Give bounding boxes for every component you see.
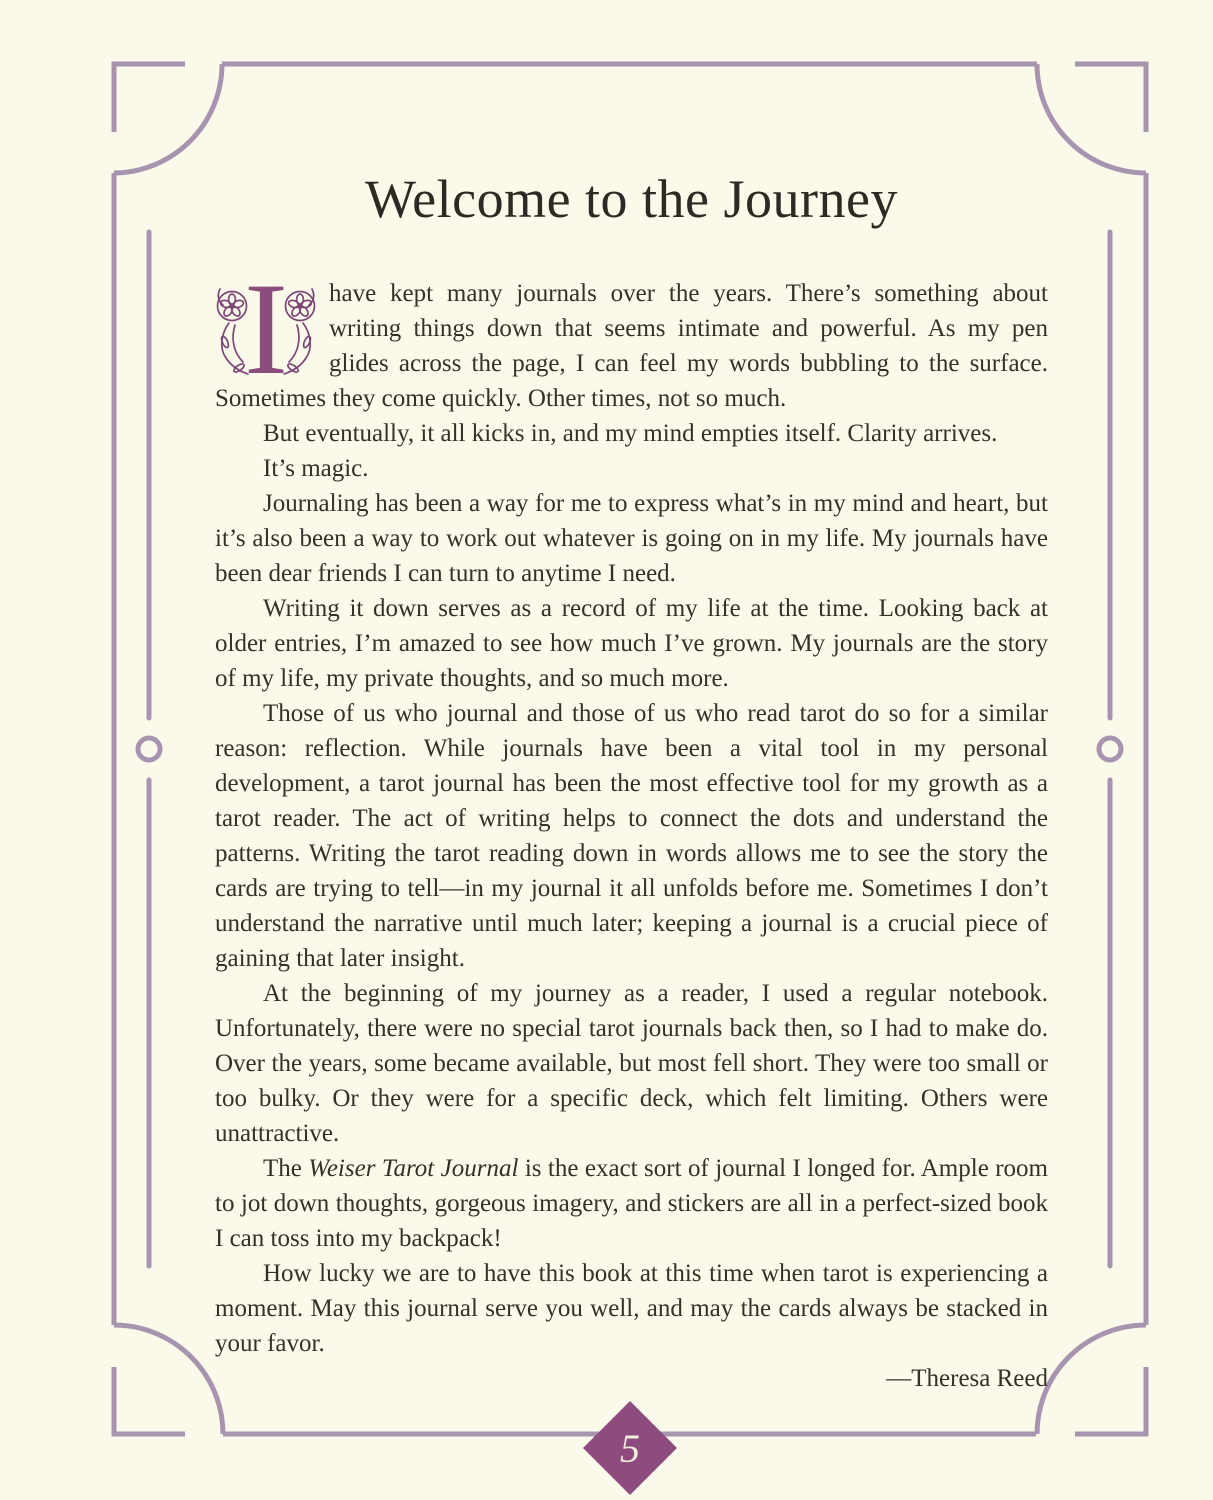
ring-ornament-right — [1099, 738, 1121, 760]
paragraph-with-book-title — [215, 1151, 1048, 1256]
ring-ornament-left — [138, 738, 160, 760]
paragraph: At the beginning of my journey as a reader, I used a regular notebook. Unfortunately, there were no special tarot journals back then, so I had to make do. Over the years, some became available, but most fell short. They were too small or too bulky. Or they were for a specific deck, which felt limiting. Others were unattractive. — [215, 980, 1048, 1147]
paragraph-text: have kept many journals over the years. There’s something about writing things down that seems intimate and powerful. As my pen glides across the page, I can feel my words bubbling to the surface. Sometimes they come quickly. Other times, not so much. — [215, 280, 1048, 412]
corner-bracket-bottom-left — [114, 1367, 185, 1434]
corner-curve-bottom-right — [1037, 1325, 1146, 1434]
book-title-italic: Weiser Tarot Journal — [308, 1155, 519, 1182]
page-title: Welcome to the Journey — [365, 169, 898, 229]
paragraph: Writing it down serves as a record of my life at the time. Looking back at older entries, I’m amazed to see how much I’ve grown. My journals are the story of my life, my private thoughts, and so much more. — [215, 595, 1048, 692]
drop-cap-letter: I — [244, 255, 288, 402]
paragraph: How lucky we are to have this book at this time when tarot is experiencing a moment. May this journal serve you well, and may the cards always be stacked in your favor. — [215, 1260, 1048, 1357]
paragraph: It’s magic. — [263, 455, 369, 482]
corner-bracket-bottom-right — [1075, 1367, 1146, 1434]
corner-bracket-top-left — [114, 64, 185, 132]
paragraph: Those of us who journal and those of us who read tarot do so for a similar reason: reflection. While journals have been a vital tool in my personal development, a tarot journal has been the most effective tool for my growth as a tarot reader. The act of writing helps to connect the dots and understand the patterns. Writing the tarot reading down in words allows me to see the story the cards are trying to tell—in my journal it all unfolds before me. Sometimes I don’t understand the narrative until much later; keeping a journal is a crucial piece of gaining that later insight. — [215, 700, 1048, 972]
paragraph: But eventually, it all kicks in, and my mind empties itself. Clarity arrives. — [263, 420, 998, 447]
corner-curve-bottom-left — [114, 1325, 223, 1434]
paragraph-text: The — [263, 1155, 309, 1182]
corner-curve-top-right — [1037, 64, 1146, 173]
paragraph-intro — [215, 255, 1048, 416]
page-number: 5 — [620, 1425, 640, 1471]
corner-curve-top-left — [114, 64, 222, 173]
paragraph-text: is the exact sort of journal I longed for. Ample room to jot down thoughts, gorgeous imagery, and stickers are all in a perfect-sized book I can toss into my backpack! — [215, 1155, 1048, 1252]
floral-drop-cap-ornament — [215, 255, 317, 402]
article-body — [215, 255, 1048, 1396]
corner-bracket-top-right — [1075, 64, 1146, 132]
paragraph: Journaling has been a way for me to express what’s in my mind and heart, but it’s also been a way to work out whatever is going on in my life. My journals have been dear friends I can turn to anytime I need. — [215, 490, 1048, 587]
author-attribution: —Theresa Reed — [886, 1365, 1048, 1392]
